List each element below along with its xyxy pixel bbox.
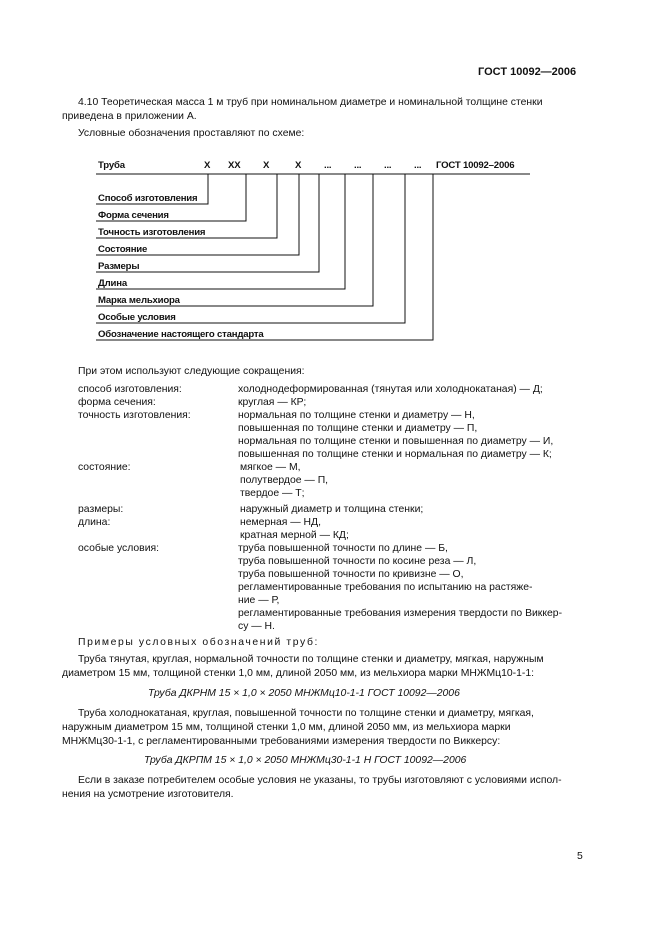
example2-designation: Труба ДКРПМ 15 × 1,0 × 2050 МНЖМц30-1-1 Н ГОСТ 10092—2006 [144, 755, 467, 766]
abbr-term-precision: точность изготовления: [78, 410, 191, 421]
abbr-value: повышенная по толщине стенки и диаметру — П, [238, 423, 478, 434]
scheme-label-standard: Обозначение настоящего стандарта [98, 329, 264, 340]
scheme-intro: Условные обозначения проставляют по схеме: [78, 128, 305, 139]
para-4-10-line1: 4.10 Теоретическая масса 1 м труб при номинальном диаметре и номинальной толщине стенки [78, 97, 543, 108]
abbr-value: полутвердое — П, [240, 475, 329, 486]
scheme-label-form: Форма сечения [98, 210, 169, 221]
scheme-label-grade: Марка мельхиора [98, 295, 180, 306]
scheme-label-length: Длина [98, 278, 127, 289]
scheme-head-x1: Х [204, 160, 211, 171]
abbr-term-length: длина: [78, 517, 111, 528]
abbr-term-sizes: размеры: [78, 504, 124, 515]
abbr-value: немерная — НД, [240, 517, 321, 528]
scheme-head-word: Труба [98, 160, 125, 171]
abbr-value: холоднодеформированная (тянутая или холоднокатаная) — Д; [238, 384, 543, 395]
scheme-label-method: Способ изготовления [98, 193, 198, 204]
abbr-term-form: форма сечения: [78, 397, 156, 408]
scheme-head-dots3: ... [384, 160, 392, 171]
closing-line2: нения на усмотрение изготовителя. [62, 789, 234, 800]
abbr-value: наружный диаметр и толщина стенки; [240, 504, 424, 515]
example2-text-line2: наружным диаметром 15 мм, толщиной стенки 1,0 мм, длиной 2050 мм, из мельхиора марки [62, 722, 511, 733]
abbr-value: мягкое — М, [240, 462, 301, 473]
page-number: 5 [577, 851, 583, 862]
example1-text-line2: диаметром 15 мм, толщиной стенки 1,0 мм, длиной 2050 мм, из мельхиора марки МНЖМц10-1-1: [62, 668, 535, 679]
scheme-head-x2: Х [263, 160, 270, 171]
standard-header: ГОСТ 10092—2006 [478, 66, 577, 78]
abbr-value: труба повышенной точности по косине реза — Л, [238, 556, 477, 567]
abbr-term-special: особые условия: [78, 543, 160, 554]
scheme-head-dots1: ... [324, 160, 332, 171]
abbr-term-state: состояние: [78, 462, 131, 473]
example2-text-line1: Труба холоднокатаная, круглая, повышенной точности по толщине стенки и диаметру, мягкая, [78, 708, 534, 719]
abbr-intro: При этом используют следующие сокращения: [78, 366, 305, 377]
scheme-head-dots4: ... [414, 160, 422, 171]
abbr-value: повышенная по толщине стенки и нормальная по диаметру — К; [238, 449, 552, 460]
scheme-label-special: Особые условия [98, 312, 176, 323]
scheme-label-state: Состояние [98, 244, 148, 255]
scheme-label-precision: Точность изготовления [98, 227, 206, 238]
scheme-label-sizes: Размеры [98, 261, 140, 272]
abbr-value: нормальная по толщине стенки и повышенная по диаметру — И, [238, 436, 554, 447]
example1-designation: Труба ДКРНМ 15 × 1,0 × 2050 МНЖМц10-1-1 ГОСТ 10092—2006 [148, 688, 460, 699]
examples-heading: Примеры условных обозначений труб: [78, 637, 319, 648]
abbr-value: твердое — Т; [240, 488, 305, 499]
abbr-value: ние — Р, [238, 595, 280, 606]
example2-text-line3: МНЖМц30-1-1, с регламентированными требованиями измерения твердости по Виккерсу: [62, 736, 501, 747]
abbr-value: труба повышенной точности по длине — Б, [238, 543, 448, 554]
abbr-value: су — Н. [238, 621, 275, 632]
scheme-head-dots2: ... [354, 160, 362, 171]
abbr-value: регламентированные требования измерения твердости по Виккер- [238, 608, 563, 619]
abbr-value: регламентированные требования по испытанию на растяже- [238, 582, 533, 593]
closing-line1: Если в заказе потребителем особые условия не указаны, то трубы изготовляют с условиями испол- [78, 775, 562, 786]
abbr-value: кратная мерной — КД; [240, 530, 349, 541]
abbr-value: нормальная по толщине стенки и диаметру — Н, [238, 410, 475, 421]
abbr-term-method: способ изготовления: [78, 384, 182, 395]
abbr-value: труба повышенной точности по кривизне — О, [238, 569, 464, 580]
abbr-value: круглая — КР; [238, 397, 307, 408]
scheme-head-std: ГОСТ 10092–2006 [436, 160, 515, 171]
para-4-10-line2: приведена в приложении А. [62, 111, 197, 122]
scheme-head-x3: Х [295, 160, 302, 171]
scheme-head-xx: ХХ [228, 160, 241, 171]
example1-text-line1: Труба тянутая, круглая, нормальной точности по толщине стенки и диаметру, мягкая, наружным [78, 654, 544, 665]
